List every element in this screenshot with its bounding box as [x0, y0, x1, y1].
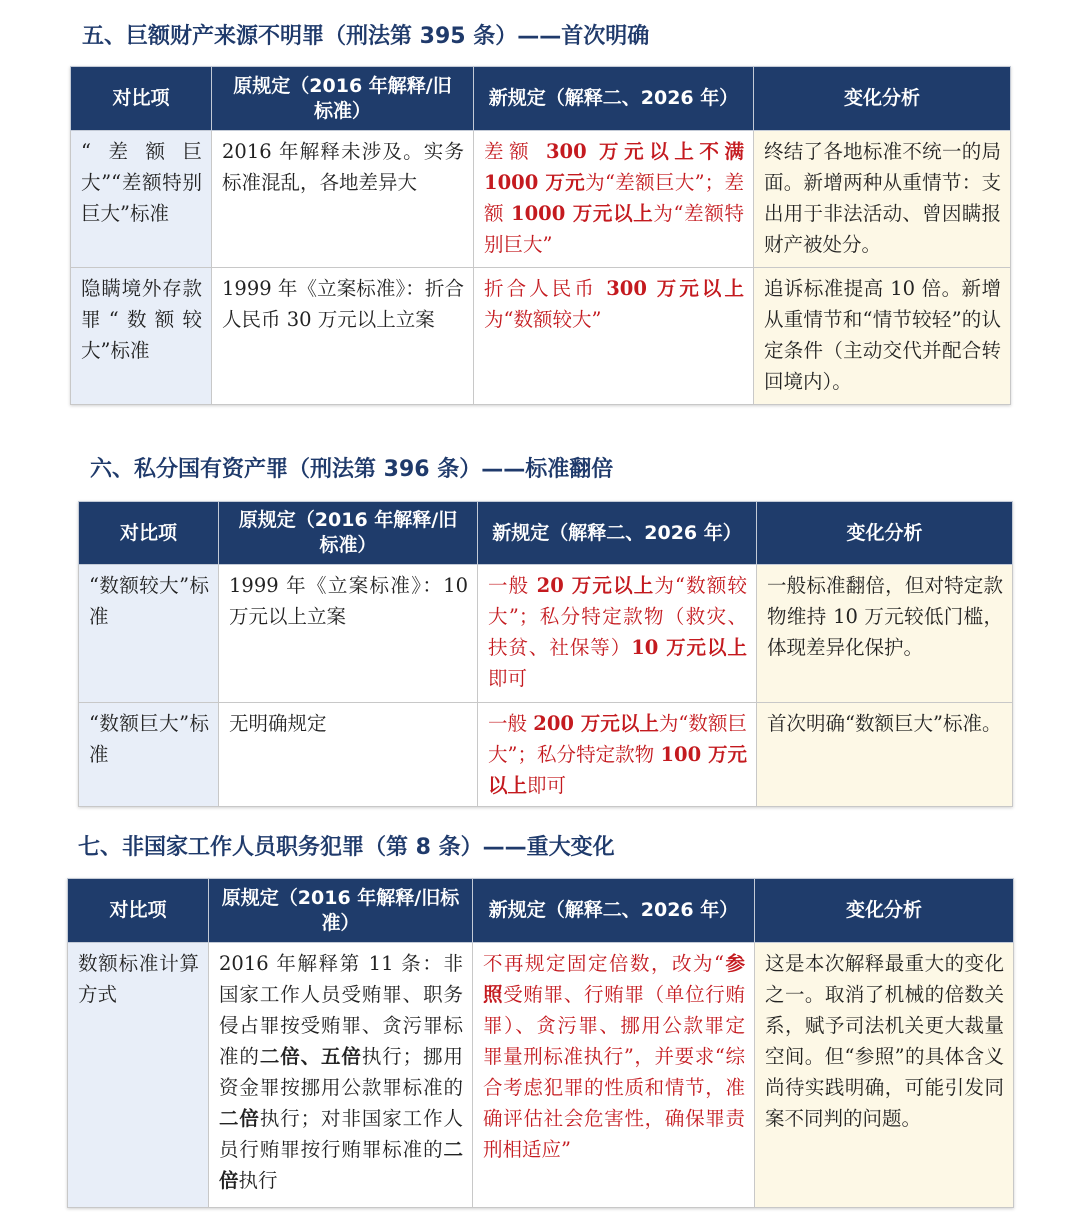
text-segment: 一般: [488, 574, 537, 597]
column-header-analysis: 变化分析: [757, 502, 1013, 565]
emphasis-text: 参照: [483, 952, 745, 1006]
section-heading: 七、非国家工作人员职务犯罪（第 8 条）——重大变化: [78, 835, 615, 860]
analysis-cell: 这是本次解释最重大的变化之一。取消了机械的倍数关系，赋予司法机关更大裁量空间。但“参照”的具体含义尚待实践明确，可能引发同案不同判的问题。: [755, 943, 1014, 1208]
emphasis-text: 二倍: [219, 1138, 463, 1192]
column-header-old-rule: 原规定（2016 年解释/旧标准）: [219, 502, 478, 565]
column-header-item: 对比项: [68, 879, 209, 943]
text-segment: 差额: [484, 140, 546, 163]
old-rule-cell: [212, 268, 474, 405]
comparison-item-cell: “差额巨大”“差额特别巨大”标准: [71, 131, 212, 268]
text-segment: 无明确规定: [229, 712, 327, 735]
column-header-analysis: 变化分析: [754, 67, 1011, 131]
old-rule-cell: [212, 131, 474, 268]
comparison-item-cell: 隐瞒境外存款罪“数额较大”标准: [71, 268, 212, 405]
new-rule-cell: [478, 703, 757, 807]
text-segment: 1999 年《立案标准》：10 万元以上立案: [229, 574, 468, 628]
old-rule-cell: [209, 943, 473, 1208]
column-header-new-rule: 新规定（解释二、2026 年）: [473, 879, 755, 943]
section-heading: 六、私分国有资产罪（刑法第 396 条）——标准翻倍: [90, 457, 614, 482]
table-row: [71, 268, 1011, 405]
text-segment: 为“差额特别巨大”: [484, 202, 744, 256]
new-rule-cell: [473, 943, 755, 1208]
emphasis-text: 200 万元以上: [533, 712, 659, 735]
comparison-table: [67, 878, 1014, 1208]
text-segment: 为“数额较大”: [484, 308, 602, 331]
table-row: [79, 565, 1013, 703]
column-header-item: 对比项: [79, 502, 219, 565]
table-row: [79, 703, 1013, 807]
comparison-item-cell: 数额标准计算方式: [68, 943, 209, 1208]
text-segment: 受贿罪、行贿罪（单位行贿罪）、贪污罪、挪用公款罪定罪量刑标准执行”，并要求“综合考虑犯罪的性质和情节，准确评估社会危害性，确保罪责刑相适应”: [483, 983, 745, 1161]
column-header-new-rule: 新规定（解释二、2026 年）: [478, 502, 757, 565]
text-segment: 为“数额巨大”；私分特定款物: [488, 712, 747, 766]
header-row: [71, 67, 1011, 131]
text-segment: 执行: [238, 1169, 278, 1192]
emphasis-text: 100 万元以上: [488, 743, 747, 797]
comparison-item-cell: “数额较大”标准: [79, 565, 219, 703]
analysis-cell: 首次明确“数额巨大”标准。: [757, 703, 1013, 807]
text-segment: 为“差额巨大”；差额: [484, 171, 744, 225]
emphasis-text: 1000 万元以上: [511, 202, 654, 225]
header-row: [68, 879, 1014, 943]
header-row: [79, 502, 1013, 565]
emphasis-text: 10 万元以上: [631, 636, 747, 659]
text-segment: 执行；对非国家工作人员行贿罪按行贿罪标准的: [219, 1107, 463, 1161]
text-segment: 即可: [527, 774, 567, 797]
old-rule-cell: [219, 703, 478, 807]
column-header-analysis: 变化分析: [755, 879, 1014, 943]
text-segment: 即可: [488, 667, 528, 690]
text-segment: 折合人民币: [484, 277, 607, 300]
emphasis-text: 300 万元以上: [606, 277, 744, 300]
text-segment: 1999 年《立案标准》：折合人民币 30 万元以上立案: [222, 277, 464, 331]
comparison-table: [70, 66, 1011, 405]
text-segment: 执行；挪用资金罪按挪用公款罪标准的: [219, 1045, 463, 1099]
text-segment: 一般: [488, 712, 534, 735]
new-rule-cell: [474, 131, 754, 268]
table-row: [68, 943, 1014, 1208]
old-rule-cell: [219, 565, 478, 703]
new-rule-cell: [478, 565, 757, 703]
text-segment: 2016 年解释未涉及。实务标准混乱，各地差异大: [222, 140, 464, 194]
table-row: [71, 131, 1011, 268]
analysis-cell: 终结了各地标准不统一的局面。新增两种从重情节：支出用于非法活动、曾因瞒报财产被处分。: [754, 131, 1011, 268]
column-header-old-rule: 原规定（2016 年解释/旧标准）: [209, 879, 473, 943]
emphasis-text: 300 万元以上不满 1000 万元: [484, 140, 744, 194]
column-header-old-rule: 原规定（2016 年解释/旧标准）: [212, 67, 474, 131]
comparison-item-cell: “数额巨大”标准: [79, 703, 219, 807]
analysis-cell: 追诉标准提高 10 倍。新增从重情节和“情节较轻”的认定条件（主动交代并配合转回境内）。: [754, 268, 1011, 405]
text-segment: 不再规定固定倍数，改为“: [483, 952, 724, 975]
column-header-item: 对比项: [71, 67, 212, 131]
section-heading: 五、巨额财产来源不明罪（刑法第 395 条）——首次明确: [82, 24, 650, 49]
comparison-table: [78, 501, 1013, 807]
new-rule-cell: [474, 268, 754, 405]
emphasis-text: 20 万元以上: [536, 574, 655, 597]
text-segment: 2016 年解释第 11 条：非国家工作人员受贿罪、职务侵占罪按受贿罪、贪污罪标准的: [219, 952, 463, 1068]
emphasis-text: 二倍、五倍: [259, 1045, 362, 1068]
column-header-new-rule: 新规定（解释二、2026 年）: [474, 67, 754, 131]
analysis-cell: 一般标准翻倍，但对特定款物维持 10 万元较低门槛，体现差异化保护。: [757, 565, 1013, 703]
emphasis-text: 二倍: [219, 1107, 260, 1130]
text-segment: 为“数额较大”；私分特定款物（救灾、扶贫、社保等）: [488, 574, 747, 659]
